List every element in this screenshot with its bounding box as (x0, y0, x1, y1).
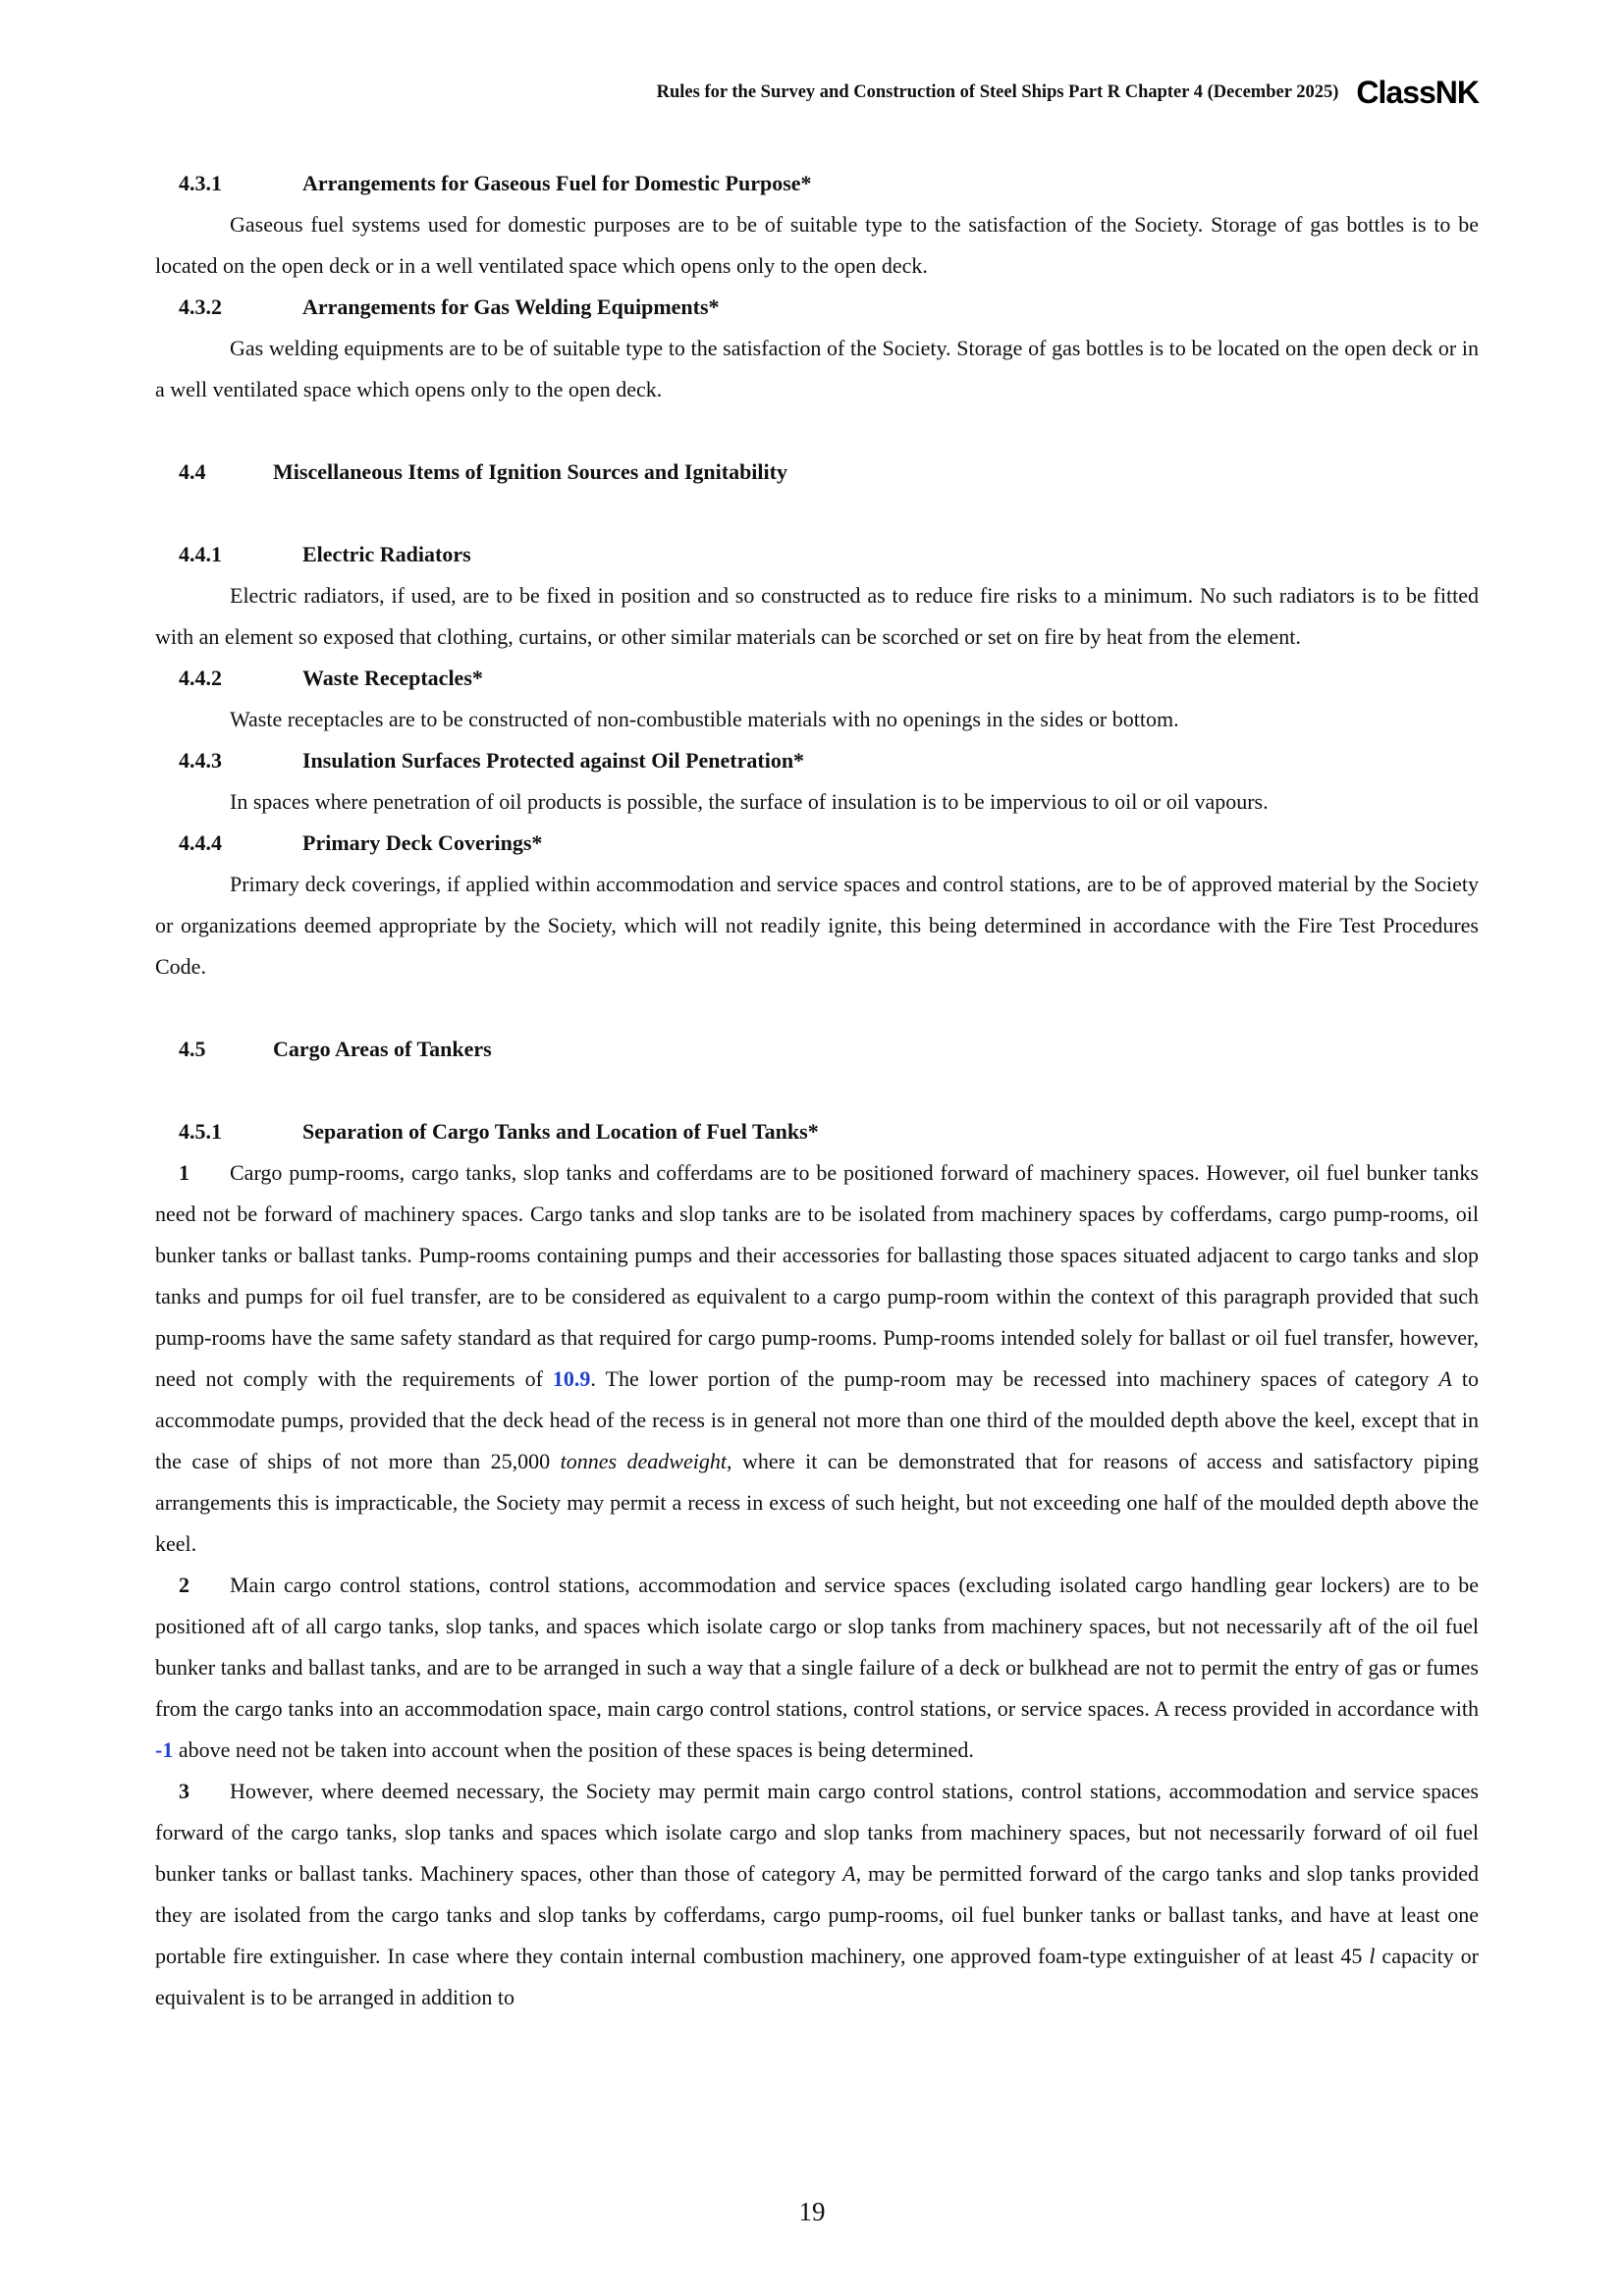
document-body (155, 163, 1479, 2018)
section-4-3-1-text: Gaseous fuel systems used for domestic purposes are to be of suitable type to the satisfaction of the Society. Storage of gas bottles is to be located on the open deck or in a well ventilated space which opens only to the open deck. (155, 212, 1479, 278)
spacer (155, 1070, 1479, 1111)
section-number: 4.4.4 (179, 830, 222, 855)
paragraph-text: Cargo pump-rooms, cargo tanks, slop tanks and cofferdams are to be positioned forward of machinery spaces. However, oil fuel bunker tanks need not be forward of machinery spaces. Cargo tanks and slop tanks are to be isolated from machinery spaces by cofferdams, cargo pump-rooms, oil bunker tanks or ballast tanks. Pump-rooms containing pumps and their accessories for ballasting those spaces situated adjacent to cargo tanks and slop tanks and pumps for oil fuel transfer, are to be considered as equivalent to a cargo pump-room within the context of this paragraph provided that such pump-rooms have the same safety standard as that required for cargo pump-rooms. Pump-rooms intended solely for ballast or oil fuel transfer, however, need not comply with the requirements of (155, 1160, 1479, 1391)
page-number: 19 (798, 2197, 826, 2226)
cross-reference-link[interactable]: 10.9 (552, 1366, 591, 1391)
paragraph-2 (155, 1565, 1479, 1771)
section-4-5-heading (155, 1029, 1479, 1070)
paragraph-3 (155, 1771, 1479, 2018)
paragraph-text: capacity or equivalent is to be arranged in addition to (155, 1944, 1479, 2009)
header-title: Rules for the Survey and Construction of Steel Ships Part R Chapter 4 (December 2025) (656, 82, 1339, 102)
section-4-3-1-heading (155, 163, 1479, 204)
section-number: 4.4.1 (179, 542, 222, 566)
section-title: Insulation Surfaces Protected against Oil Penetration* (302, 748, 805, 773)
paragraph-text: Main cargo control stations, control stations, accommodation and service spaces (excluding isolated cargo handling gear lockers) are to be positioned aft of all cargo tanks, slop tanks, and spaces which isolate cargo or slop tanks from machinery spaces, but not necessarily aft of the oil fuel bunker tanks and ballast tanks, and are to be arranged in such a way that a single failure of a deck or bulkhead are not to permit the entry of gas or fumes from the cargo tanks into an accommodation space, main cargo control stations, control stations, or service spaces. A recess provided in accordance with (155, 1573, 1479, 1721)
section-number: 4.4.2 (179, 666, 222, 690)
paragraph-text: However, where deemed necessary, the Society may permit main cargo control stations, control stations, accommodation and service spaces forward of the cargo tanks, slop tanks and spaces which isolate cargo and slop tanks from machinery spaces, but not necessarily forward of oil fuel bunker tanks or ballast tanks. Machinery spaces, other than those of category (155, 1779, 1479, 1886)
section-4-4-1-heading (155, 534, 1479, 575)
category-label: A (1438, 1366, 1452, 1391)
spacer (155, 493, 1479, 534)
paragraph-text: , where it can be demonstrated that for reasons of access and satisfactory piping arrangements this is impracticable, the Society may permit a recess in excess of such height, but not exceeding one half of the moulded depth above the keel. (155, 1449, 1480, 1556)
section-4-5-1-heading (155, 1111, 1479, 1152)
section-number: 4.4.3 (179, 748, 222, 773)
paragraph-text: , may be permitted forward of the cargo tanks and slop tanks provided they are isolated from the cargo tanks and slop tanks by cofferdams, cargo pump-rooms, oil fuel bunker tanks or ballast tanks, and have at least one portable fire extinguisher. In case where they contain internal combustion machinery, one approved foam-type extinguisher of at least 45 (155, 1861, 1479, 1968)
page-header (0, 75, 1479, 111)
section-4-4-4-heading (155, 823, 1479, 864)
section-title: Electric Radiators (302, 542, 471, 566)
paragraph-text: . The lower portion of the pump-room may be recessed into machinery spaces of category (590, 1366, 1439, 1391)
section-title: Waste Receptacles* (302, 666, 483, 690)
section-4-3-2-text: Gas welding equipments are to be of suitable type to the satisfaction of the Society. Storage of gas bottles is to be located on the open deck or in a well ventilated space which opens only to the open deck. (155, 336, 1479, 401)
section-title: Separation of Cargo Tanks and Location of Fuel Tanks* (302, 1119, 819, 1144)
paragraph-text: above need not be taken into account when the position of these spaces is being determined. (173, 1737, 974, 1762)
section-number: 4.4 (179, 459, 206, 484)
paragraph-text: to accommodate pumps, provided that the deck head of the recess is in general not more than one third of the moulded depth above the keel, except that in the case of ships of not more than 25,000 (155, 1366, 1479, 1473)
section-4-4-1-text: Electric radiators, if used, are to be fixed in position and so constructed as to reduce fire risks to a minimum. No such radiators is to be fitted with an element so exposed that clothing, curtains, or other similar materials can be scorched or set on fire by heat from the element. (155, 583, 1479, 649)
section-4-4-2-heading (155, 658, 1479, 699)
section-number: 4.5.1 (179, 1119, 222, 1144)
section-4-4-3-heading (155, 740, 1479, 781)
section-4-4-2-text: Waste receptacles are to be constructed of non-combustible materials with no openings in the sides or bottom. (230, 707, 1179, 731)
section-title: Miscellaneous Items of Ignition Sources and Ignitability (273, 459, 787, 484)
paragraph-number: 3 (179, 1779, 189, 1803)
section-number: 4.3.2 (179, 294, 222, 319)
section-4-4-3-text: In spaces where penetration of oil products is possible, the surface of insulation is to be impervious to oil or oil vapours. (230, 789, 1269, 814)
section-number: 4.3.1 (179, 171, 222, 195)
cross-reference-link[interactable]: -1 (155, 1737, 174, 1762)
spacer (155, 988, 1479, 1029)
category-label: A (842, 1861, 856, 1886)
section-4-3-2-heading (155, 287, 1479, 328)
paragraph-number: 1 (179, 1160, 189, 1185)
paragraph-number: 2 (179, 1573, 189, 1597)
section-number: 4.5 (179, 1037, 206, 1061)
section-title: Arrangements for Gaseous Fuel for Domestic Purpose* (302, 171, 812, 195)
section-title: Primary Deck Coverings* (302, 830, 543, 855)
section-4-4-4-text: Primary deck coverings, if applied within accommodation and service spaces and control stations, are to be of approved material by the Society or organizations deemed appropriate by the Society, which will not readily ignite, this being determined in accordance with the Fire Test Procedures Code. (155, 872, 1479, 979)
paragraph-1 (155, 1152, 1479, 1565)
section-4-4-heading (155, 452, 1479, 493)
classnk-logo: ClassNK (1356, 75, 1479, 110)
unit-label: tonnes deadweight (560, 1449, 727, 1473)
section-title: Arrangements for Gas Welding Equipments* (302, 294, 720, 319)
spacer (155, 410, 1479, 452)
unit-label: l (1369, 1944, 1376, 1968)
section-title: Cargo Areas of Tankers (273, 1037, 492, 1061)
